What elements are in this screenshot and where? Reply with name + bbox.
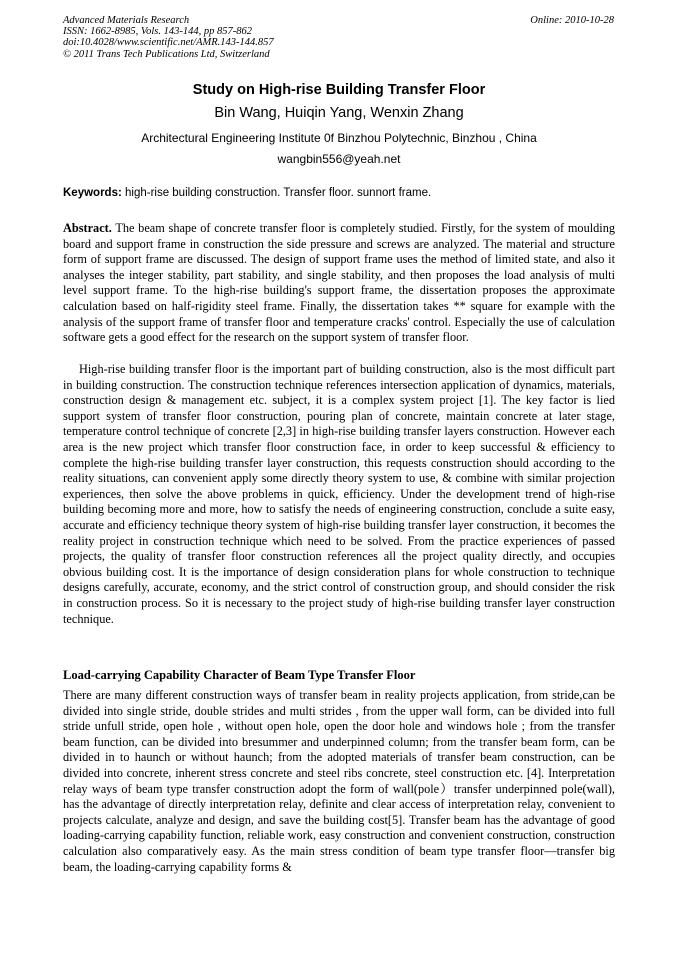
copyright-line: © 2011 Trans Tech Publications Ltd, Switzerland	[63, 48, 270, 60]
abstract-paragraph	[63, 221, 615, 346]
keywords-text: high-rise building construction. Transfer floor. sunnort frame.	[121, 187, 432, 199]
paper-affiliation: Architectural Engineering Institute 0f Binzhou Polytechnic, Binzhou , China	[141, 131, 537, 145]
author-email: wangbin556@yeah.net	[277, 152, 401, 166]
doi-line: doi:10.4028/www.scientific.net/AMR.143-144.857	[63, 37, 274, 49]
journal-header	[63, 15, 274, 60]
online-date: Online: 2010-10-28	[530, 15, 614, 26]
keywords-line	[63, 187, 615, 199]
abstract-text: The beam shape of concrete transfer floor is completely studied. Firstly, for the system of moulding board and support frame in construction the side pressure and screws are analyzed. The material and structure form of support frame are discussed. The design of support frame uses the method of limited state, and also it analyses the integer stability, part stability, and single stability, and then proposes the load analysis of multi level support frame. To the high-rise building's support frame, the dissertation proposes the approximate calculation based on half-rigidity steel frame. Finally, the dissertation takes ** square for example with the analysis of the support frame of transfer floor and temperature cracks' control. Especially the use of calculation software gets a good effect for the research on the support system of transfer floor.	[63, 221, 615, 345]
intro-paragraph: High-rise building transfer floor is the important part of building construction, also is the most difficult part in building construction. The construction technique references intersection application of dynamics, materials, construction design & management etc. subject, it is a complex system project [1]. The key factor is lied support system of transfer floor construction, pouring plan of concrete, maintain concrete at later stage, temperature control technique of concrete [2,3] in high-rise building transfer layers construction. However each area is the new project which transfer floor construction face, in order to keep successful & efficiency to complete the high-rise building transfer layer construction, this requests construction should according to the reality situations, can convenient apply some directly theory system to use, & combine with similar projection experiences, then solve the above problems in quick, efficiency. Under the development trend of high-rise building becoming more and more, how to satisfy the needs of engineering construction, conclude a suite easy, accurate and efficiency technique theory system of high-rise building transfer layer construction, it becomes the reality project in construction technique which need to be solved. From the practice experiences of passed projects, the quality of transfer floor construction references all the project quality directly, and occupies obvious building cost. It is the importance of design consideration plans for whole construction to technique designs carefully, accurate, economy, and the strict control of construction group, and should consider the risk in construction process. So it is necessary to the project study of high-rise building transfer layer construction technique.	[63, 362, 615, 626]
abstract-label: Abstract.	[63, 221, 112, 235]
paper-authors: Bin Wang, Huiqin Yang, Wenxin Zhang	[214, 105, 464, 121]
paper-title: Study on High-rise Building Transfer Floor	[192, 82, 486, 98]
keywords-label: Keywords:	[63, 187, 122, 199]
issn-line: ISSN: 1662-8985, Vols. 143-144, pp 857-862	[63, 26, 252, 38]
journal-name: Advanced Materials Research	[63, 15, 190, 26]
section-heading: Load-carrying Capability Character of Beam Type Transfer Floor	[63, 668, 416, 682]
section-paragraph: There are many different construction ways of transfer beam in reality projects application, from stride,can be divided into single stride, double strides and multi strides , from the upper wall form, can be divided into full stride unfull stride, open hole , without open hole, open the door hole and windows hole ; from the transfer beam function, can be divided into bresummer and underpinned column; from the transfer beam form, can be divided in to haunch or without haunch; from the adopted materials of transfer beam construction, can be divided into concrete, inherent stress concrete and steel ribs concrete, steel construction etc. [4]. Interpretation relay ways of beam type transfer construction adopt the form of wall(pole）transfer underpinned pole(wall), has the advantage of directly interpretation relay, definite and clear access of interpretation relay, convenient to projects calculate, analyze and design, and save the building cost[5]. Transfer beam has the advantage of good loading-carrying capability function, reliable work, easy construction and convenient construction, construction calculation also comparatively easy. As the main stress condition of beam type transfer floor—transfer big beam, the loading-carrying capability forms &	[63, 688, 615, 874]
